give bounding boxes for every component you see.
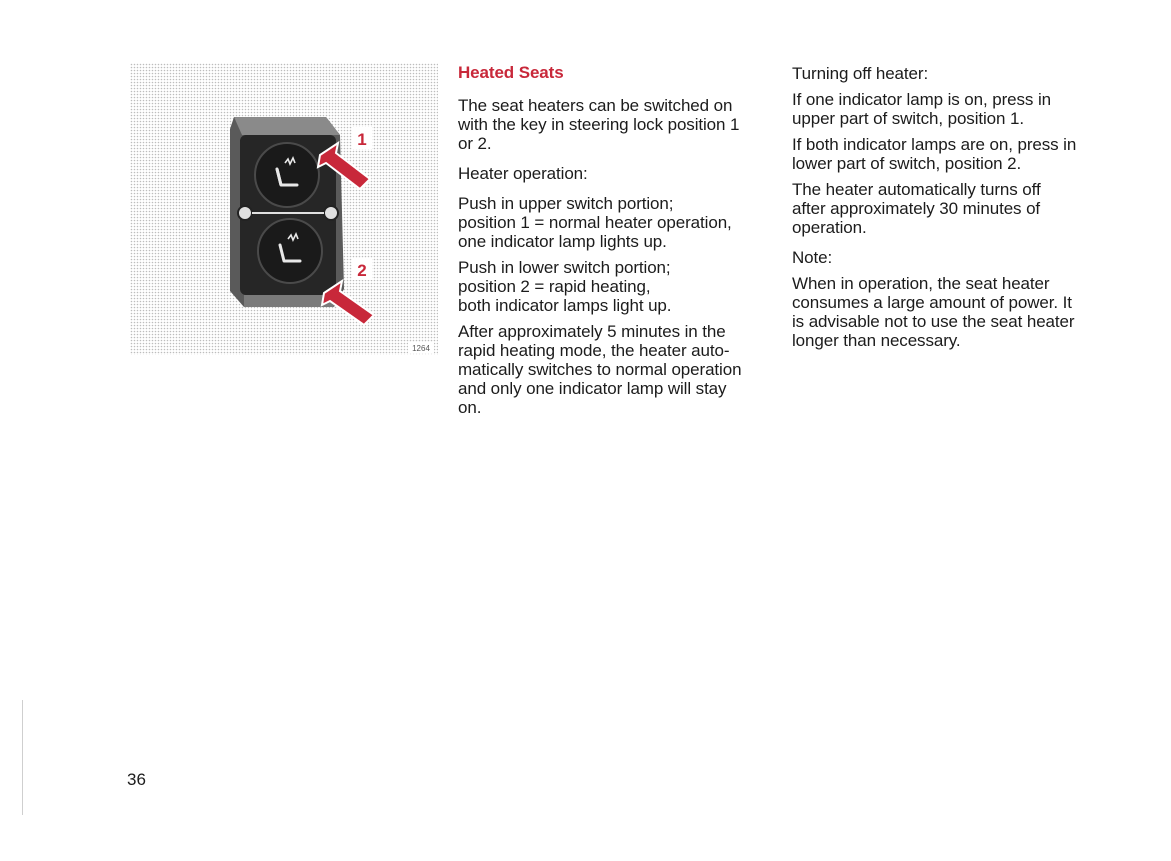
paragraph: Push in upper switch portion; position 1 = normal heater operation, one indicator lamp lights up.: [458, 194, 732, 251]
seat-heater-switch-figure: [130, 63, 438, 355]
figure-label: 1264: [412, 344, 430, 353]
paragraph: After approximately 5 minutes in the rapid heating mode, the heater auto- matically switches to normal operation and only one indicator lamp will stay on.: [458, 322, 742, 417]
seat-heater-switch-illustration: [130, 63, 438, 355]
lower-switch-portion: [258, 219, 322, 283]
paragraph: The seat heaters can be switched on with the key in steering lock position 1 or 2.: [458, 96, 740, 153]
paragraph: If one indicator lamp is on, press in upper part of switch, position 1.: [792, 90, 1051, 128]
text-column-left: [458, 62, 770, 424]
page-number: 36: [127, 770, 146, 789]
paragraph: Turning off heater:: [792, 64, 929, 83]
section-heading: Heated Seats: [458, 63, 564, 82]
page-margin-line: [22, 700, 23, 815]
callout-2: 2: [357, 261, 367, 280]
paragraph: When in operation, the seat heater consumes a large amount of power. It is advisable not to use the seat heater longer than necessary.: [792, 274, 1075, 350]
paragraph: Heater operation:: [458, 164, 588, 183]
upper-switch-portion: [255, 143, 319, 207]
paragraph: Note:: [792, 248, 833, 267]
text-column-right: [792, 62, 1102, 357]
paragraph: The heater automatically turns off after approximately 30 minutes of operation.: [792, 180, 1041, 237]
indicator-lamp-right: [324, 206, 338, 220]
callout-1: 1: [357, 130, 367, 149]
paragraph: Push in lower switch portion; position 2 = rapid heating, both indicator lamps light up.: [458, 258, 672, 315]
switch-bezel-top: [234, 117, 340, 135]
switch-bezel-bottom: [244, 295, 334, 307]
paragraph: If both indicator lamps are on, press in lower part of switch, position 2.: [792, 135, 1077, 173]
indicator-lamp-left: [238, 206, 252, 220]
